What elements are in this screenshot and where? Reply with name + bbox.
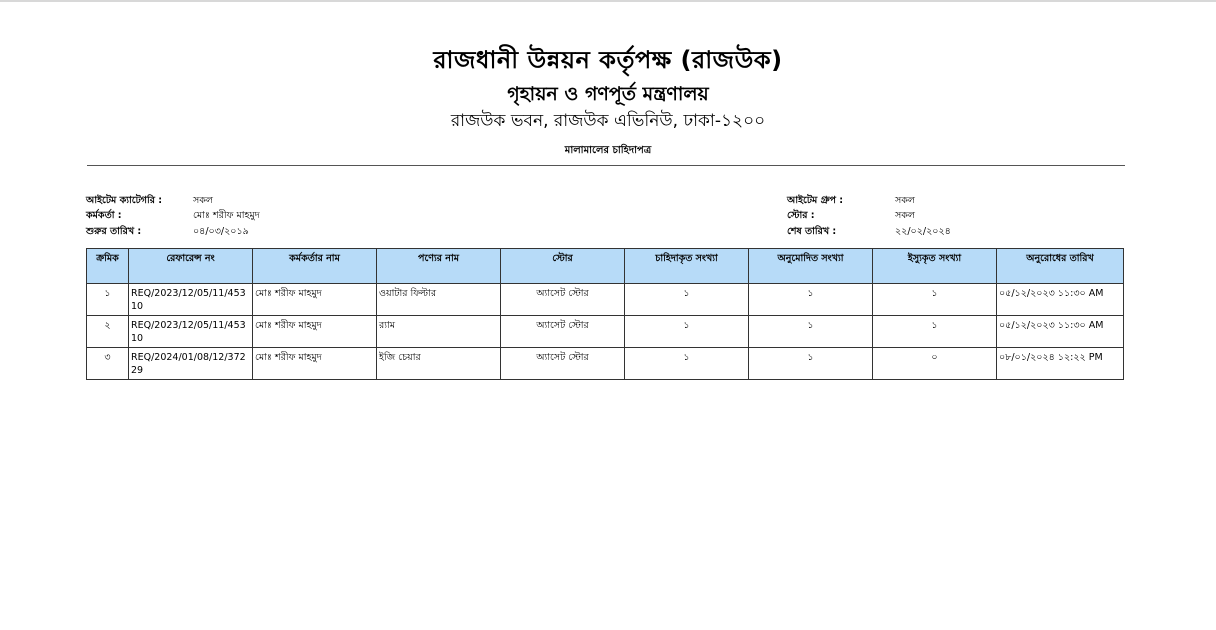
cell-issued-qty: ১ [873, 316, 997, 348]
table-row [87, 284, 1124, 316]
cell-issued-qty: ১ [873, 284, 997, 316]
cell-serial: ৩ [87, 348, 129, 380]
cell-product: ওয়াটার ফিল্টার [377, 284, 501, 316]
item-group-label: আইটেম গ্রুপ : [787, 195, 844, 206]
cell-store: অ্যাসেট স্টোর [501, 316, 625, 348]
end-date-value: ২২/০২/২০২৪ [895, 226, 951, 237]
cell-requested-qty: ১ [625, 316, 749, 348]
cell-product: র‍্যাম [377, 316, 501, 348]
officer-label: কর্মকর্তা : [86, 210, 122, 221]
col-header-approved-qty: অনুমোদিত সংখ্যা [749, 249, 873, 284]
cell-officer: মোঃ শরীফ মাহমুদ [253, 316, 377, 348]
organization-name: রাজধানী উন্নয়ন কর্তৃপক্ষ (রাজউক) [433, 46, 783, 74]
cell-serial: ১ [87, 284, 129, 316]
cell-request-date: ০৫/১২/২০২৩ ১১:৩০ AM [997, 284, 1124, 316]
cell-reference: REQ/2024/01/08/12/37229 [129, 348, 253, 380]
store-label: স্টোর : [787, 210, 815, 221]
ministry-name: গৃহায়ন ও গণপূর্ত মন্ত্রণালয় [507, 83, 709, 105]
requisition-table [86, 248, 1124, 380]
cell-officer: মোঃ শরীফ মাহমুদ [253, 348, 377, 380]
cell-store: অ্যাসেট স্টোর [501, 284, 625, 316]
item-group-value: সকল [895, 195, 916, 206]
officer-value: মোঃ শরীফ মাহমুদ [193, 210, 260, 221]
start-date-label: শুরুর তারিখ : [86, 226, 142, 237]
col-header-requested-qty: চাহিদাকৃত সংখ্যা [625, 249, 749, 284]
cell-serial: ২ [87, 316, 129, 348]
cell-approved-qty: ১ [749, 284, 873, 316]
cell-requested-qty: ১ [625, 284, 749, 316]
cell-approved-qty: ১ [749, 316, 873, 348]
cell-officer: মোঃ শরীফ মাহমুদ [253, 284, 377, 316]
cell-requested-qty: ১ [625, 348, 749, 380]
table-row [87, 348, 1124, 380]
cell-approved-qty: ১ [749, 348, 873, 380]
document-title: মালামালের চাহিদাপত্র [564, 145, 652, 156]
col-header-reference: রেফারেন্স নং [129, 249, 253, 284]
store-value: সকল [895, 210, 916, 221]
cell-issued-qty: ০ [873, 348, 997, 380]
cell-product: ইজি চেয়ার [377, 348, 501, 380]
end-date-label: শেষ তারিখ : [787, 226, 837, 237]
col-header-serial: ক্রমিক [87, 249, 129, 284]
col-header-product: পণ্যের নাম [377, 249, 501, 284]
organization-address: রাজউক ভবন, রাজউক এভিনিউ, ঢাকা-১২০০ [450, 111, 766, 131]
cell-request-date: ০৫/১২/২০২৩ ১১:৩০ AM [997, 316, 1124, 348]
cell-store: অ্যাসেট স্টোর [501, 348, 625, 380]
col-header-issued-qty: ইস্যুকৃত সংখ্যা [873, 249, 997, 284]
item-category-value: সকল [193, 195, 214, 206]
col-header-store: স্টোর [501, 249, 625, 284]
table-header-row [87, 249, 1124, 284]
col-header-officer: কর্মকর্তার নাম [253, 249, 377, 284]
cell-reference: REQ/2023/12/05/11/45310 [129, 284, 253, 316]
item-category-label: আইটেম ক্যাটেগরি : [86, 195, 163, 206]
col-header-request-date: অনুরোধের তারিখ [997, 249, 1124, 284]
start-date-value: ০৪/০৩/২০১৯ [193, 226, 249, 237]
top-border [0, 0, 1216, 2]
header-divider [87, 165, 1125, 166]
cell-reference: REQ/2023/12/05/11/45310 [129, 316, 253, 348]
cell-request-date: ০৮/০১/২০২৪ ১২:২২ PM [997, 348, 1124, 380]
table-row [87, 316, 1124, 348]
